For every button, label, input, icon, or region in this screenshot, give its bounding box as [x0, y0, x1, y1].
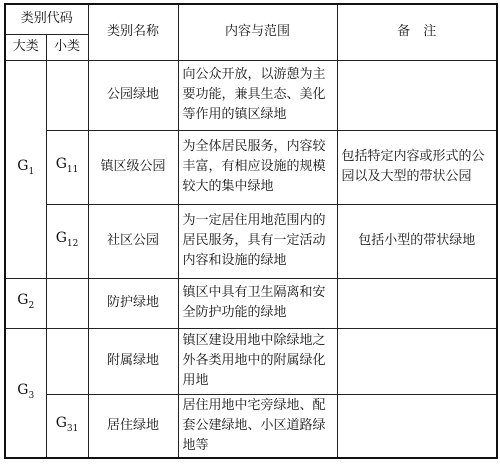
table-row	[5, 328, 497, 394]
content-cell: 居住用地中宅旁绿地、配套公建绿地、小区道路绿地等	[178, 394, 337, 458]
green-space-classification-table	[4, 3, 498, 459]
header-name: 类别名称	[88, 4, 178, 60]
minor-code-cell	[46, 60, 88, 130]
major-code-cell: $G_3$	[5, 328, 46, 458]
major-code-cell: $G_2$	[5, 278, 46, 328]
category-name-cell: 附属绿地	[88, 328, 178, 394]
minor-code-cell: $G_{12}$	[46, 204, 88, 278]
content-cell: 镇区建设用地中除绿地之外各类用地中的附属绿化用地	[178, 328, 337, 394]
major-code-cell: $G_1$	[5, 60, 46, 278]
minor-code-cell: $G_{31}$	[46, 394, 88, 458]
remark-cell: 包括小型的带状绿地	[337, 204, 497, 278]
content-cell: 向公众开放，以游憩为主要功能，兼具生态、美化等作用的镇区绿地	[178, 60, 337, 130]
content-cell: 镇区中具有卫生隔离和安全防护功能的绿地	[178, 278, 337, 328]
category-name-cell: 公园绿地	[88, 60, 178, 130]
minor-code-cell	[46, 328, 88, 394]
content-cell: 为全体居民服务，内容较丰富，有相应设施的规模较大的集中绿地	[178, 130, 337, 204]
table-row	[5, 130, 497, 204]
header-content: 内容与范围	[178, 4, 337, 60]
category-name-cell: 防护绿地	[88, 278, 178, 328]
table-row	[5, 278, 497, 328]
header-minor: 小类	[46, 34, 88, 60]
category-name-cell: 社区公园	[88, 204, 178, 278]
category-name-cell: 居住绿地	[88, 394, 178, 458]
header-code-group: 类别代码	[5, 4, 88, 34]
table-row	[5, 394, 497, 458]
minor-code-cell: $G_{11}$	[46, 130, 88, 204]
remark-cell	[337, 278, 497, 328]
remark-cell	[337, 60, 497, 130]
table-row	[5, 204, 497, 278]
category-name-cell: 镇区级公园	[88, 130, 178, 204]
remark-cell: 包括特定内容或形式的公园以及大型的带状公园	[337, 130, 497, 204]
header-row-top	[5, 4, 497, 34]
remark-cell	[337, 394, 497, 458]
content-cell: 为一定居住用地范围内的居民服务，具有一定活动内容和设施的绿地	[178, 204, 337, 278]
remark-cell	[337, 328, 497, 394]
header-major: 大类	[5, 34, 46, 60]
header-remark: 备 注	[337, 4, 497, 60]
minor-code-cell	[46, 278, 88, 328]
table-row	[5, 60, 497, 130]
